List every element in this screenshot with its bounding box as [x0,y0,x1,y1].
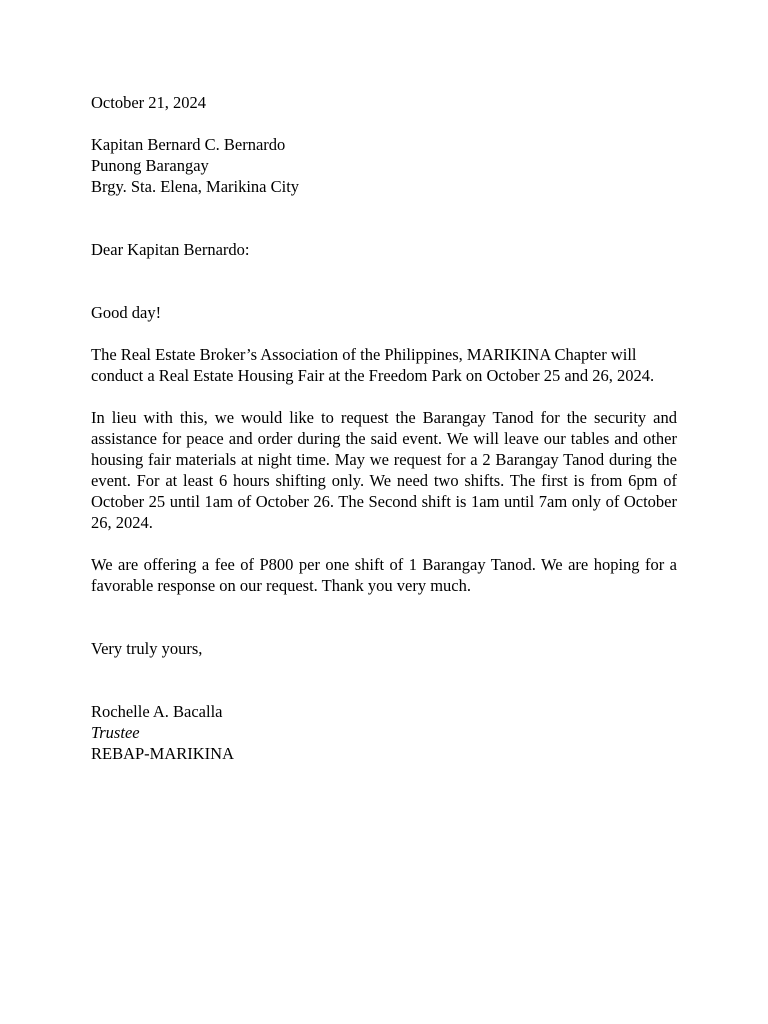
letter-document [91,92,677,764]
body-paragraph-request: In lieu with this, we would like to request the Barangay Tanod for the security and assistance for peace and order during the said event. We will leave our tables and other housing fair materials at night time. May we request for a 2 Barangay Tanod during the event. For at least 6 hours shifting only. We need two shifts. The first is from 6pm of October 25 until 1am of October 26. The Second shift is 1am until 7am only of October 26, 2024. [91,408,677,532]
spacer [91,596,677,638]
closing: Very truly yours, [91,639,203,658]
salutation: Dear Kapitan Bernardo: [91,240,250,259]
recipient-address: Brgy. Sta. Elena, Marikina City [91,177,300,196]
signatory-organization: REBAP-MARIKINA [91,744,235,763]
spacer [91,197,677,239]
spacer [91,323,677,344]
body-paragraph-intro: The Real Estate Broker’s Association of the Philippines, MARIKINA Chapter will conduct a Real Estate Housing Fair at the Freedom Park on October 25 and 26, 2024. [91,345,655,385]
spacer [91,260,677,302]
spacer [91,386,677,407]
recipient-block [91,134,677,197]
letter-date: October 21, 2024 [91,93,207,112]
spacer [91,659,677,701]
spacer [91,533,677,554]
greeting: Good day! [91,303,162,322]
signatory-name: Rochelle A. Bacalla [91,702,223,721]
body-paragraph-fee: We are offering a fee of P800 per one shift of 1 Barangay Tanod. We are hoping for a favorable response on our request. Thank you very much. [91,555,677,595]
signatory-position: Trustee [91,723,140,742]
recipient-name: Kapitan Bernard C. Bernardo [91,135,286,154]
signature-block [91,701,677,764]
recipient-title: Punong Barangay [91,156,209,175]
spacer [91,113,677,134]
